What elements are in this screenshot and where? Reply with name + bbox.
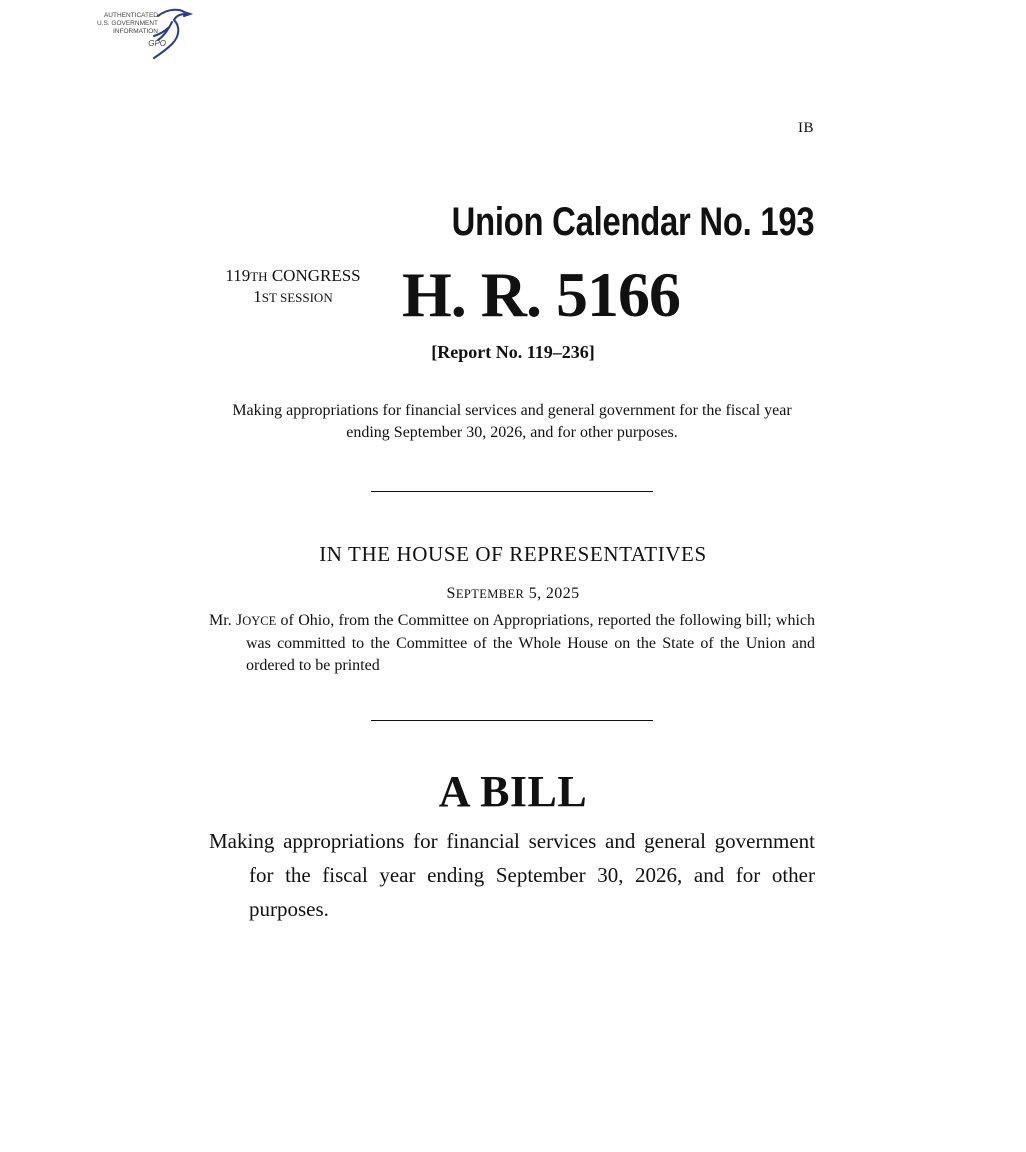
eagle-icon xyxy=(154,10,190,58)
a-bill-heading: A BILL xyxy=(438,767,588,816)
union-calendar-number: Union Calendar No. 193 xyxy=(451,200,814,244)
action-date: SEPTEMBER 5, 2025 xyxy=(446,585,580,602)
gpo-seal xyxy=(80,6,196,62)
session-line: 1ST SESSION xyxy=(253,287,333,306)
seal-line-3: INFORMATION xyxy=(112,28,158,35)
house-heading: IN THE HOUSE OF REPRESENTATIVES xyxy=(319,542,707,566)
action-text: Mr. JOYCE of Ohio, from the Committee on Appropriations, reported the following bill; which was committed to the Committee of the Whole House on the State of the Union and ordered to be printed xyxy=(209,612,815,674)
seal-gpo: GPO xyxy=(148,39,166,48)
congress-line: 119TH CONGRESS xyxy=(225,266,361,285)
sponsor-name: JOYCE xyxy=(235,612,277,629)
long-title: Making appropriations for financial services and general government for the fiscal year ending September 30, 2026, and for other purposes. xyxy=(209,829,815,921)
divider-rule xyxy=(371,491,653,492)
report-number: [Report No. 119–236] xyxy=(431,342,595,362)
document-code: IB xyxy=(798,120,814,136)
seal-line-1: AUTHENTICATED xyxy=(103,12,158,19)
seal-line-2: U.S. GOVERNMENT xyxy=(96,20,158,27)
bill-number: H. R. 5166 xyxy=(402,259,680,330)
congress-session-block xyxy=(200,266,386,308)
divider-rule xyxy=(371,720,653,721)
short-title: Making appropriations for financial services and general government for the fiscal year ending September 30, 2026, and for other purposes. xyxy=(232,402,792,441)
